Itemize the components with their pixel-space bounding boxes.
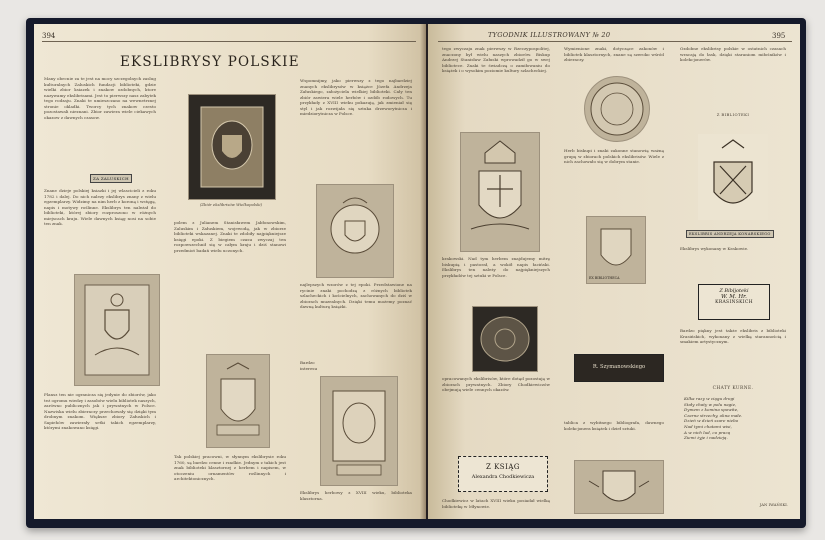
ex-libris-image	[74, 274, 160, 386]
ex-libris-image	[574, 460, 664, 514]
left-col1-text2: Znane dzieje polskiej ksiazki i jej wlascicieli z roku 1782 i dalej. Do nich nalezy ekslibrys znany z wielu egzemplarzy. Widzimy na nim herb z koroną i wstęgą, napis i motywy roślinne. Ekslibrys ten należał do biblioteki, której zbiory rozproszono w różnych miejscach kraju. Wiele dawnych ksiąg nosi na sobie ten znak.	[44, 188, 156, 226]
ex-libris-image	[584, 76, 650, 142]
label-line-2: Alexandra Chodkiewicza	[471, 474, 535, 480]
left-col2-text: polem z Julianem Stanisławem Jabłonowskim, Zaluskim i Załuskiem, wojewodą, jak w zbiorze biblioteki wskazanej. Znaki te zdobiły najpiękniejsze księgi epoki. Z biegiem czasu zwyczaj ten rozpowszechnił się w całym kraju i dziś stanowi przedmiot badań wielu uczonych.	[174, 220, 286, 253]
left-page	[34, 24, 426, 519]
ex-libris-label-krasinskich	[698, 284, 770, 320]
label-line-1: Z KSIĄG	[485, 463, 521, 471]
image-caption: (Zbiór ekslibrisów Wielkopolski)	[199, 202, 263, 207]
ex-libris-image	[206, 354, 270, 448]
right-col3-text2: Ekslibrys wykonany w Krakowie.	[680, 246, 749, 251]
round-stamp-icon	[585, 77, 649, 141]
library-arms-icon	[587, 217, 645, 283]
left-col1-text3: Plansz ten nie ogranicza się jedynie do zbiorów, jako też ogromu wiedzy i zasobów wielu bibliotek naszych, zarówno publicznych jak i prywatnych w Polsce. Nazwiska wielu zbieraczy przechowały się dzięki tym drobnym znakom. Większe zbiory Załuskich i Sapiehów zawierały setki takich egzemplarzy, którymi znakowano księgi.	[44, 392, 156, 430]
running-header: TYGODNIK ILLUSTROWANY № 20	[488, 31, 611, 39]
right-col2-text: Wymienione znaki, dotyczące zakonów i bibliotek klasztornych, znane są szeroko wśród zbieraczy.	[564, 46, 664, 62]
right-page	[428, 24, 800, 519]
ex-libris-label-zaluskich: ZA ZALUSKICH	[90, 174, 132, 183]
page-number-left: 394	[42, 32, 56, 40]
ex-libris-label-szymanowskiego	[574, 354, 664, 382]
left-col3-caption: Ekslibrys herbowy z XVIII wieku, biblioteka klasztorna.	[300, 490, 412, 501]
ex-libris-image	[460, 132, 540, 252]
article-title: EKSLIBRYSY POLSKIE	[120, 54, 300, 70]
right-col2-text3: tablica z wybitnego bibliografa, dawnego kolekcjonera książek i dzieł sztuki.	[564, 420, 664, 431]
right-col3-text: Ozdobne ekslibrisy polskie w ostatnich czasach wracają do łask, dzięki staraniom miłośników i kolekcjonerów.	[680, 46, 786, 62]
right-col2-text2: Herb biskupi i znaki zakonne stanowią ważną grupę w zbiorach polskich ekslibrisów. Wiele z nich zachowało się w dobrym stanie.	[564, 148, 664, 164]
right-col1-text4: Chodkiewicz w latach XVIII wieku posiadał wielką bibliotekę w Młynowie.	[442, 498, 550, 509]
page-number-right: 395	[772, 32, 786, 40]
ex-libris-image	[316, 184, 394, 278]
family-arms-icon	[575, 461, 663, 513]
poem-title: CHATY KURNE.	[712, 386, 754, 391]
header-rule-right	[438, 41, 792, 42]
right-col1-text: tego zwyczaju znak pierwszy w Rzeczypospolitej, znaczony był wielu naszych zbiorów. Biskup Andrzej Stanisław Załuski wprowadził go w swej bibliotece. Znaki te świadczą o zamiłowaniu do książek i o wysokim poziomie kultury szlacheckiej.	[442, 46, 550, 73]
left-col3-text: Wspomnijmy, jako pierwszy z tego najbardziej znanych ekslibrysów w książce Józefa Andrzeja Załuskiego, założyciela wielkiej biblioteki. Cały ten zbiór zawiera wiele herbów i ozdób rodowych. Tu przykłady z XVIII wieku pokazują, jak zmieniał się styl i jak rozwijała się sztuka drzeworytnicza i miedziorytnicza w Polsce.	[300, 78, 412, 116]
left-col1-text: Many obecnie za te jest na mocy szczegolnych zaslug kulturalnych Zaluskich fundacji biblioteki, gdzie wielki zbior ksiazek i znakow ozdobnych, ktore nazywamy ekslibrisami. Jest to pierwszy nasz zabytek tego rodzaju. Znaki te umieszczano na wewnetrznej stronie okladki. Tworcy tych znakow czesto pozostawali nieznani. Zbior zawiera wiele ciekawych okazow z dawnych czasow.	[44, 76, 156, 120]
label-text: R. Szymanowskiego	[592, 364, 646, 370]
ex-libris-image	[586, 216, 646, 284]
label-line-1: Z Bibljoteki	[719, 288, 749, 294]
coat-of-arms-icon	[207, 355, 269, 447]
left-col2-text2: Tak polskiej pracowni, w słynnym ekslibrysie roku 1760, są bardzo cenne i rzadkie. Jednym z takich jest znak biblioteki klasztornej z herbem i napisem, w otoczeniu ornamentów roślinnych i architektonicznych.	[174, 454, 286, 481]
heraldic-emblem-icon	[75, 275, 159, 385]
right-col1-text2: krakowski. Nad tym herbem znajdujemy mitrę biskupią i pastorał, a wokół napis łaciński. Ekslibrys ten należy do najpiękniejszych przykładów tej sztuki w Polsce.	[442, 256, 550, 278]
ex-libris-label-konarskiego: EKSLIBRIS ANDRZEJA KONARSKIEGO	[686, 230, 774, 238]
ex-libris-image	[472, 306, 538, 372]
poem-text: Kilka razy w ciągu drogi Stały chaty w polu nagie, Dymem z komina spowite, Czarne strzechy, okna małe. Dzień w dzień szare niebo Nad tymi chatami wisi, A w nich lud, co pracą Ziemi żyje i nadzieją.	[684, 396, 743, 441]
ornate-frame-icon	[189, 95, 275, 199]
ex-libris-image	[320, 376, 398, 486]
bishop-arms-icon	[317, 185, 393, 277]
ex-bibliotheca-text: EX BIBLIOTHECA	[589, 276, 620, 280]
ex-libris-image	[188, 94, 276, 200]
baroque-frame-icon	[321, 377, 397, 485]
ex-libris-heading: Z BIBLIOTEKI	[716, 112, 750, 117]
header-rule-left	[42, 41, 416, 42]
left-col3-text2: najlepszych wzorów z tej epoki. Przedstawione na rycinie znaki pochodzą z różnych bibliotek szlacheckich i kościelnych, zachowanych do dziś w zbiorach muzealnych. Dzięki temu możemy poznać dawną kulturę książki.	[300, 282, 412, 309]
label-line-3: KRASIŃSKICH	[715, 300, 753, 305]
crossed-arms-icon	[698, 134, 768, 220]
right-col3-text3: Bardzo piękny jest także ekslibris z biblioteki Krasińskich, wykonany z wielką starannością i smakiem artystycznym.	[680, 328, 786, 344]
label-line-2: W. M. Hr.	[721, 294, 747, 300]
ex-libris-image	[698, 134, 768, 220]
left-col3-text3: Bardzo interesu	[300, 360, 318, 370]
right-col1-text3: opracowanych ekslibrisów, które dotąd pozostają w zbiorach prywatnych. Zbiory Chodkiewiczów obejmują wiele cennych okazów.	[442, 376, 550, 392]
poem-author: JAN IWAŃSKI.	[759, 502, 788, 507]
seal-icon	[473, 307, 537, 371]
mitre-arms-icon	[461, 133, 539, 251]
ex-libris-label-chodkiewicza	[458, 456, 548, 492]
